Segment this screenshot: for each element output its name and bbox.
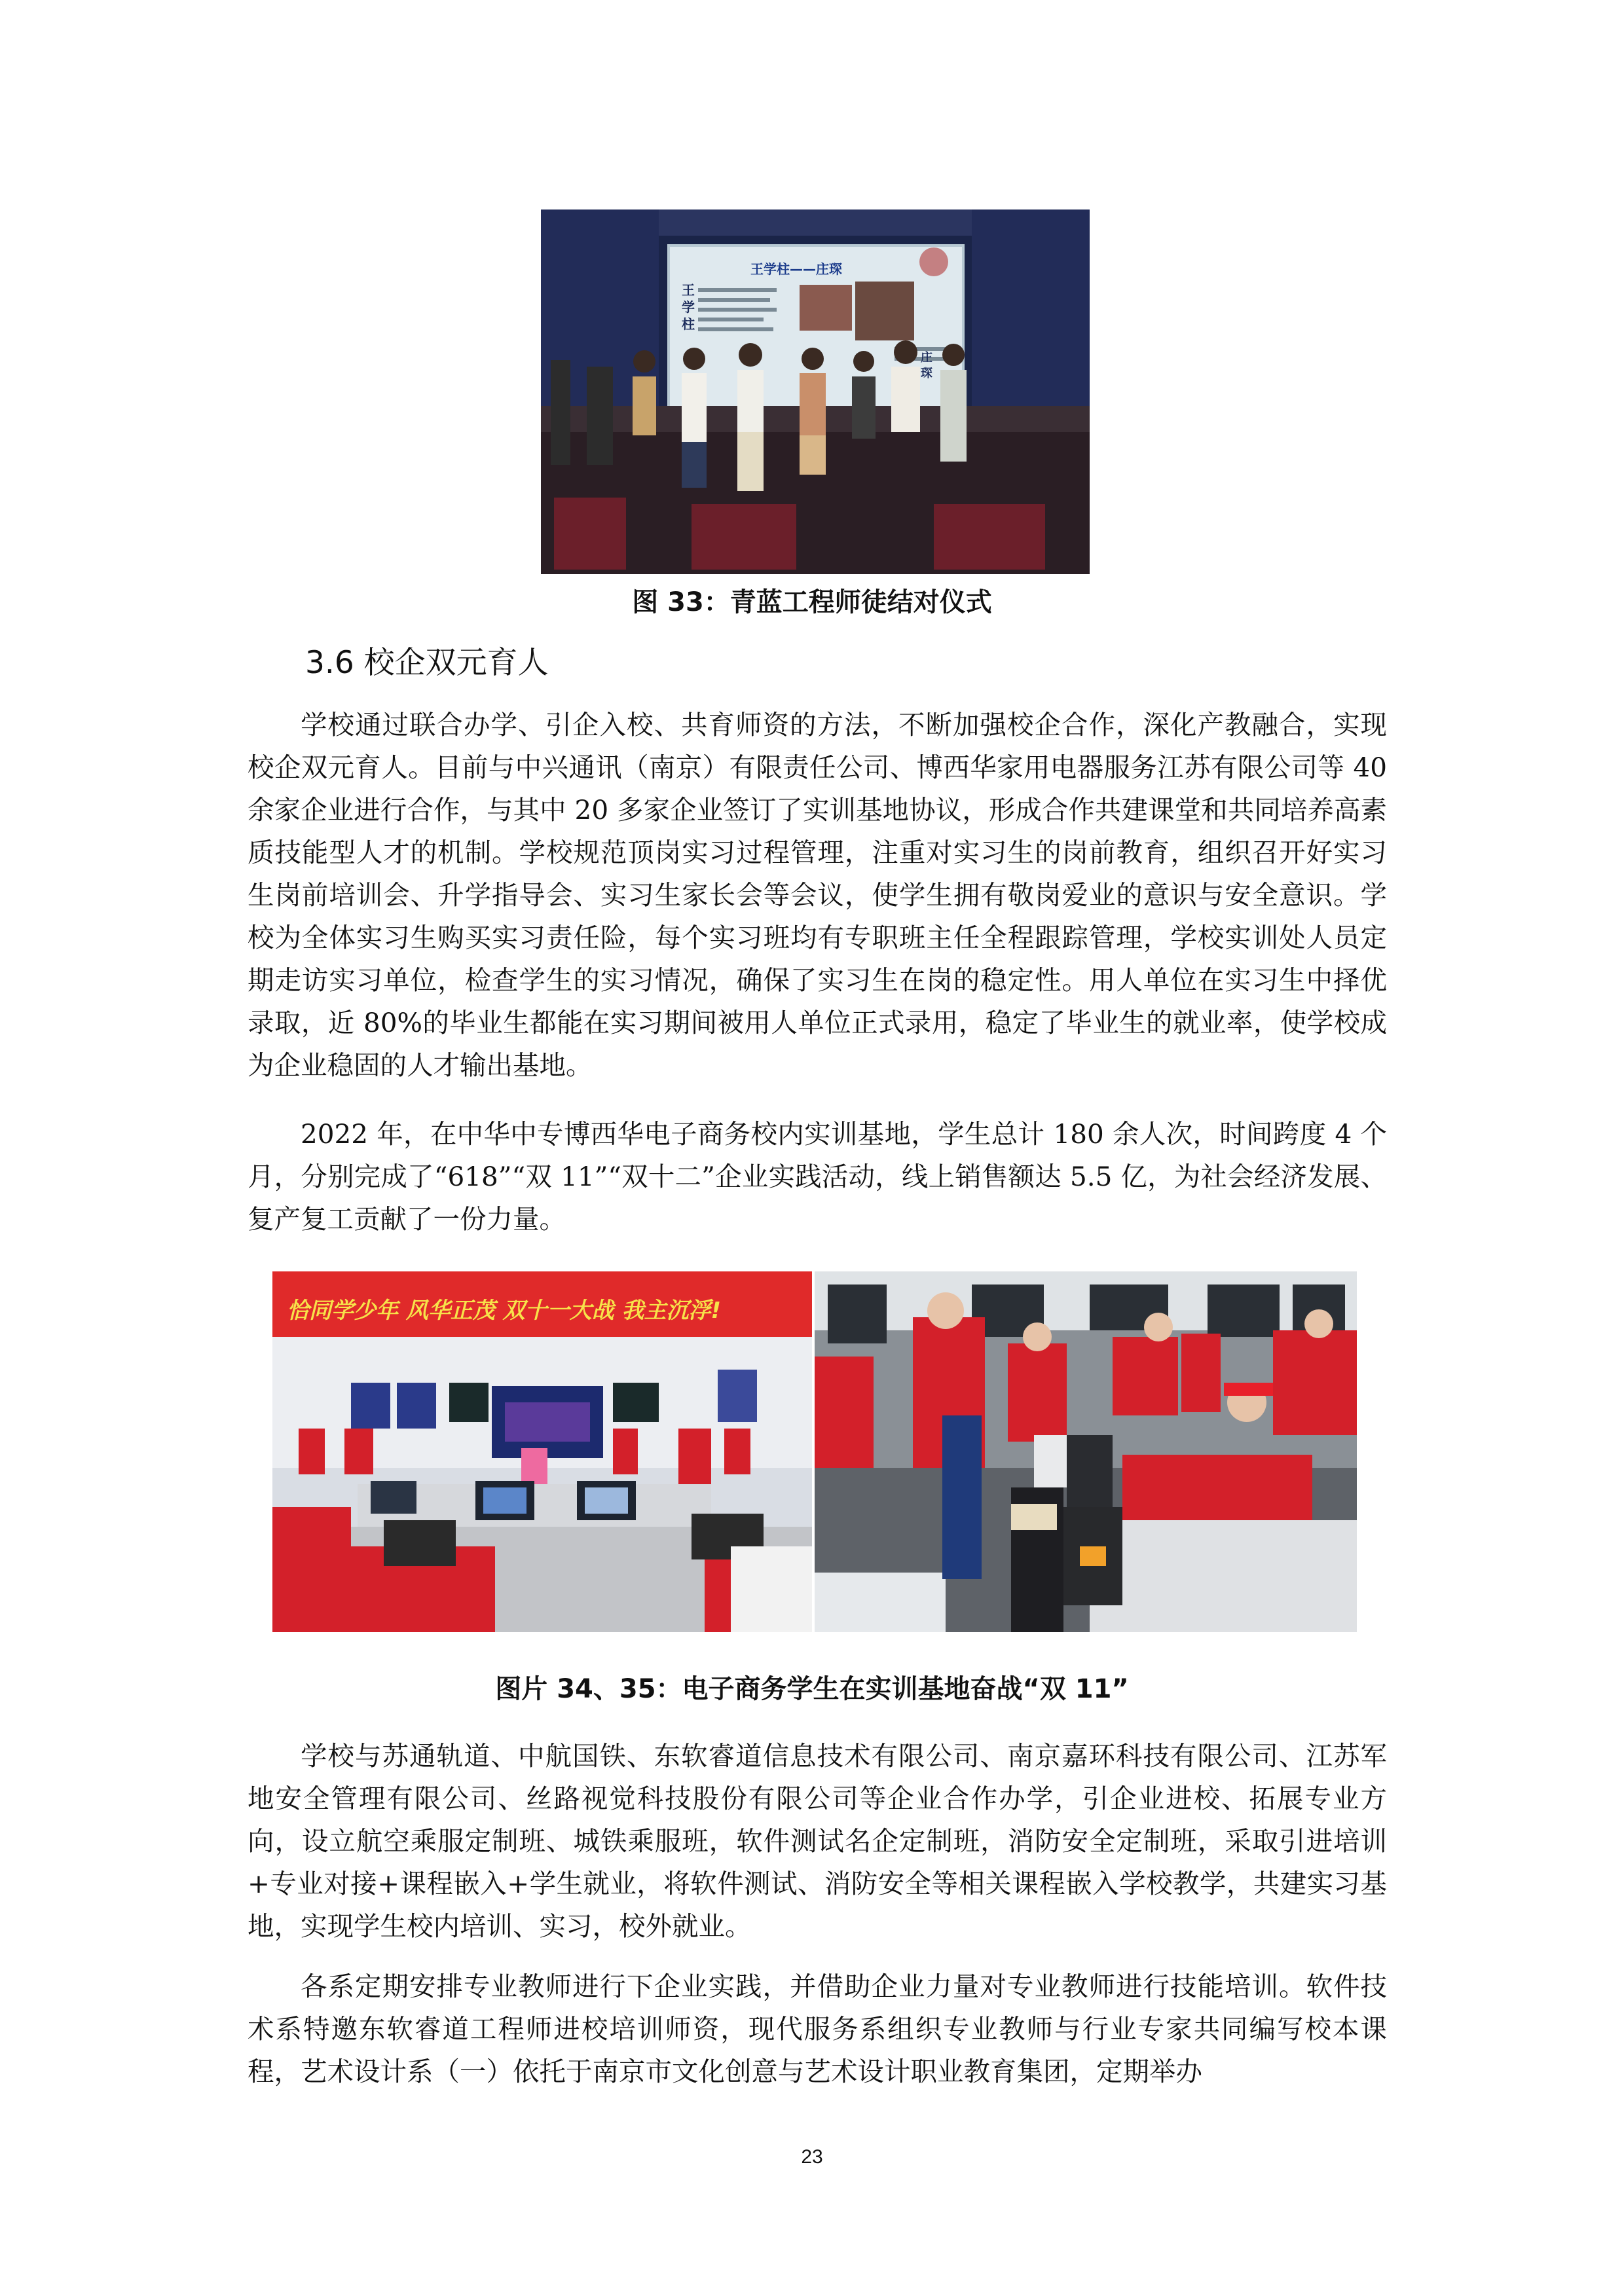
page-number: 23	[801, 2146, 823, 2168]
paragraph-1: 学校通过联合办学、引企入校、共育师资的方法，不断加强校企合作，深化产教融合，实现校企双元育人。目前与中兴通讯（南京）有限责任公司、博西华家用电器服务江苏有限公司等 40 余家企业进行合作，与其中 20 多家企业签订了实训基地协议，形成合作共建课堂和共同培养高素质技能型人才的机制。学校规范顶岗实习过程管理，注重对实习生的岗前教育，组织召开好实习生岗前培训会、升学指导会、实习生家长会等会议，使学生拥有敬岗爱业的意识与安全意识。学校为全体实习生购买实习责任险，每个实习班均有专职班主任全程跟踪管理，学校实训处人员定期走访实习单位，检查学生的实习情况，确保了实习生在岗的稳定性。用人单位在实习生中择优录取，近 80%的毕业生都能在实习期间被用人单位正式录用，稳定了毕业生的就业率，使学校成为企业稳固的人才输出基地。	[248, 709, 1387, 1081]
figure-34-photo	[272, 1271, 812, 1632]
paragraph-2: 2022 年，在中华中专博西华电子商务校内实训基地，学生总计 180 余人次，时间跨度 4 个月，分别完成了“618”“双 11”“双十二”企业实践活动，线上销售额达 5.5 亿，为社会经济发展、复产复工贡献了一份力量。	[248, 1118, 1387, 1235]
paragraph-3: 学校与苏通轨道、中航国铁、东软睿道信息技术有限公司、南京嘉环科技有限公司、江苏军地安全管理有限公司、丝路视觉科技股份有限公司等企业合作办学，引企业进校、拓展专业方向，设立航空乘服定制班、城铁乘服班，软件测试名企定制班，消防安全定制班，采取引进培训+专业对接+课程嵌入+学生就业，将软件测试、消防安全等相关课程嵌入学校教学，共建实习基地，实现学生校内培训、实习，校外就业。	[248, 1740, 1387, 1942]
screen-title: 王学柱——庄琛	[750, 261, 842, 277]
figure-34-35-caption: 图片 34、35：电子商务学生在实训基地奋战“双 11”	[495, 1674, 1129, 1704]
section-heading: 3.6 校企双元育人	[305, 645, 549, 681]
figure-33-photo	[541, 210, 1090, 574]
screen-name-left: 王学柱	[682, 282, 695, 332]
figure-33-caption: 图 33：青蓝工程师徒结对仪式	[632, 587, 992, 617]
figure-35-photo	[815, 1271, 1357, 1632]
figure-34-banner-text: 恰同学少年 风华正茂 双十一大战 我主沉浮!	[287, 1298, 722, 1324]
screen-name-right: 庄琛	[921, 351, 932, 380]
paragraph-4: 各系定期安排专业教师进行下企业实践，并借助企业力量对专业教师进行技能培训。软件技术系特邀东软睿道工程师进校培训师资，现代服务系组织专业教师与行业专家共同编写校本课程，艺术设计系（一）依托于南京市文化创意与艺术设计职业教育集团，定期举办	[248, 1971, 1387, 2087]
